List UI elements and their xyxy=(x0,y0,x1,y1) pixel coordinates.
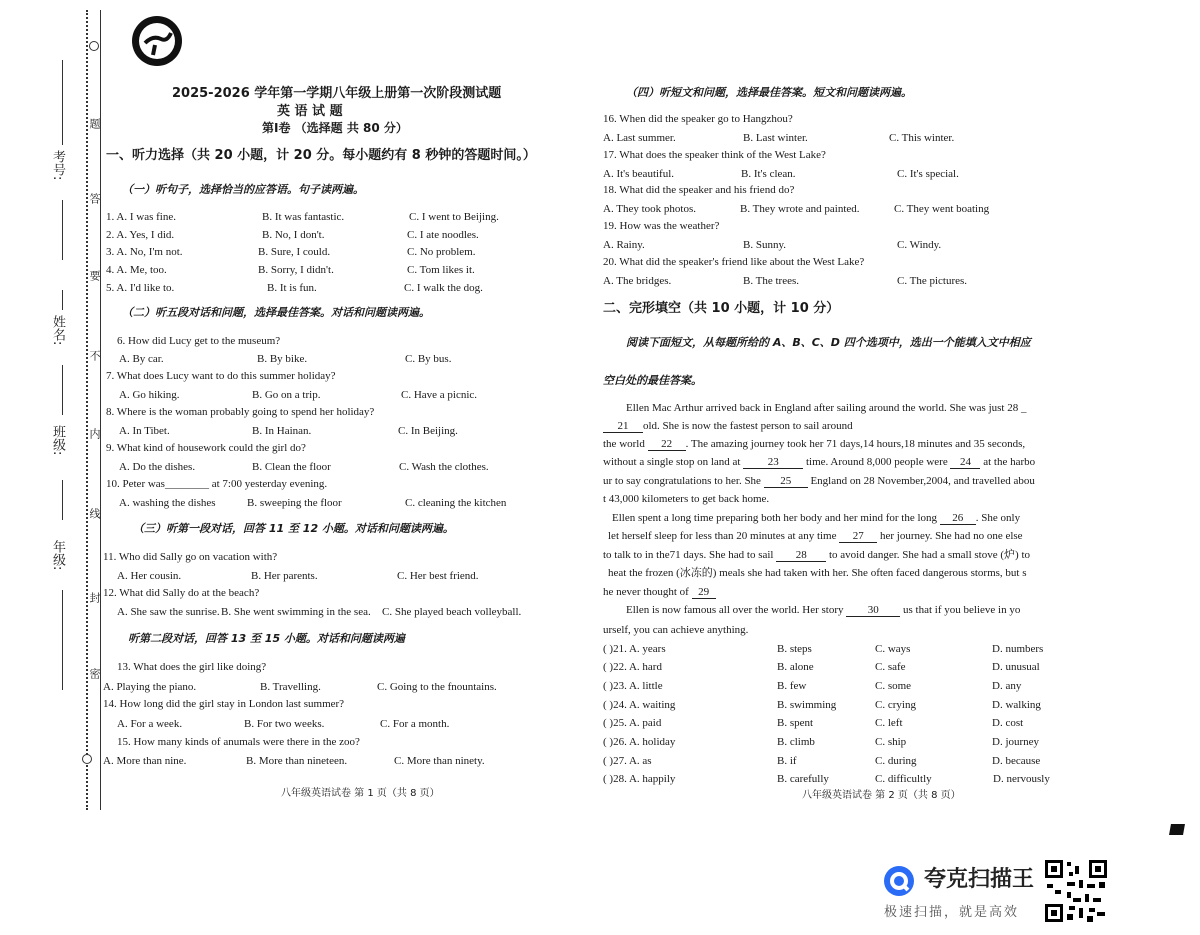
brand-logo-icon xyxy=(884,866,914,896)
xingming-line2 xyxy=(62,365,63,415)
seal-char-1: 题 xyxy=(88,118,101,129)
exam-title: 2025-2026 学年第一学期八年级上册第一次阶段测试题 xyxy=(172,86,502,101)
question-text: 20. What did the speaker's friend like about the West Lake? xyxy=(603,256,865,268)
qr-code-icon xyxy=(1043,858,1109,924)
seal-solid-line xyxy=(100,10,101,810)
section1-instruction: （一）听句子，选择恰当的应答语。句子读两遍。 xyxy=(122,183,364,196)
school-logo xyxy=(131,15,183,67)
part1-heading: 一、听力选择（共 20 小题，计 20 分。每小题约有 8 秒钟的答题时间。） xyxy=(106,148,536,163)
question-text: 13. What does the girl like doing? xyxy=(117,661,267,673)
question-text: 14. How long did the girl stay in London last summer? xyxy=(103,698,345,710)
section4-instruction: （四）听短文和问题，选择最佳答案。短文和问题读两遍。 xyxy=(626,86,912,99)
blank-25: 25 xyxy=(764,476,808,488)
section3-instruction: （三）听第一段对话，回答 11 至 12 小题。对话和问题读两遍。 xyxy=(133,522,454,535)
question-text: 10. Peter was________ at 7:00 yesterday evening. xyxy=(106,478,328,490)
section3b-instruction: 听第二段对话，回答 13 至 15 小题。对话和问题读两遍 xyxy=(128,632,405,645)
exam-volume: 第Ⅰ卷 （选择题 共 80 分） xyxy=(262,121,408,135)
xingming-label: 姓名: xyxy=(50,315,65,346)
seal-char-3: 要 xyxy=(88,270,101,281)
passage-line: 21 old. She is now the fastest person to sail around xyxy=(603,421,853,433)
passage-line: the world 22 . The amazing journey took her 71 days,14 hours,18 minutes and 35 seconds, xyxy=(603,438,1026,450)
question-text: 15. How many kinds of anumals were there in the zoo? xyxy=(117,736,360,748)
passage-line: ur to say congratulations to her. She 25 England on 28 November,2004, and travelled abou xyxy=(603,475,1035,487)
seal-circle-top xyxy=(89,41,99,51)
seal-char-4: 不 xyxy=(88,350,101,361)
nianji-label: 年级: xyxy=(50,540,65,571)
seal-char-2: 答 xyxy=(88,193,101,204)
blank-27: 27 xyxy=(839,531,877,543)
question-text: 9. What kind of housework could the girl do? xyxy=(106,442,306,454)
passage-line: Ellen Mac Arthur arrived back in England after sailing around the world. She was just 28 _ xyxy=(626,402,1027,414)
question-text: 18. What did the speaker and his friend do? xyxy=(603,184,795,196)
scan-mark xyxy=(1169,824,1185,835)
blank-21: 21 xyxy=(603,421,643,433)
passage-line: let herself sleep for less than 20 minutes at any time 27 her journey. She had no one else xyxy=(608,530,1023,542)
kaohao-line2 xyxy=(62,200,63,260)
passage-line: t 43,000 kilometers to get back home. xyxy=(603,493,770,505)
seal-dotted-line xyxy=(86,10,88,810)
xingming-line xyxy=(62,290,63,310)
question-text: 12. What did Sally do at the beach? xyxy=(103,587,260,599)
blank-29: 29 xyxy=(692,587,716,599)
passage-line: to talk to in the71 days. She had to sail 28 to avoid danger. She had a small stove (炉) to xyxy=(603,549,1030,561)
blank-24: 24 xyxy=(950,457,980,469)
banji-line xyxy=(62,480,63,520)
passage-line: Ellen spent a long time preparing both her body and her mind for the long 26 . She only xyxy=(612,512,1021,524)
blank-26: 26 xyxy=(940,513,976,525)
question-text: 17. What does the speaker think of the West Lake? xyxy=(603,149,826,161)
question-text: 16. When did the speaker go to Hangzhou? xyxy=(603,113,793,125)
question-text: 19. How was the weather? xyxy=(603,220,720,232)
brand-name: 夸克扫描王 xyxy=(924,867,1035,892)
part2-heading: 二、完形填空（共 10 小题，计 10 分） xyxy=(603,301,840,316)
seal-char-8: 密 xyxy=(88,668,101,679)
blank-30: 30 xyxy=(846,605,900,617)
passage-line: without a single stop on land at 23 time. Around 8,000 people were 24 at the harbo xyxy=(603,456,1036,468)
kaohao-line xyxy=(62,60,63,145)
page2-footer: 八年级英语试卷 第 2 页（共 8 页） xyxy=(802,790,961,801)
banji-label: 班级: xyxy=(50,425,65,456)
cloze-instruction-2: 空白处的最佳答案。 xyxy=(603,374,702,387)
brand-slogan: 极速扫描，就是高效 xyxy=(884,905,1020,920)
section2-instruction: （二）听五段对话和问题，选择最佳答案。对话和问题读两遍。 xyxy=(122,306,430,319)
seal-char-5: 内 xyxy=(88,428,101,439)
passage-line: urself, you can achieve anything. xyxy=(603,624,749,636)
passage-line: heat the frozen (冰冻的) meals she had taken with her. She often faced dangerous storms, but s xyxy=(608,567,1027,579)
question-text: 8. Where is the woman probably going to spend her holiday? xyxy=(106,406,375,418)
question-text: 7. What does Lucy want to do this summer holiday? xyxy=(106,370,336,382)
seal-circle-bottom xyxy=(82,754,92,764)
seal-char-6: 线 xyxy=(88,508,101,519)
question-text: 11. Who did Sally go on vacation with? xyxy=(103,551,278,563)
blank-22: 22 xyxy=(648,439,686,451)
question-text: 6. How did Lucy get to the museum? xyxy=(117,335,281,347)
nianji-line xyxy=(62,590,63,690)
passage-line: Ellen is now famous all over the world. Her story 30 us that if you believe in yo xyxy=(626,604,1021,616)
blank-23: 23 xyxy=(743,457,803,469)
passage-line: he never thought of 29 xyxy=(603,587,716,599)
seal-char-7: 封 xyxy=(88,592,101,603)
exam-subject: 英 语 试 题 xyxy=(277,104,343,119)
blank-28: 28 xyxy=(776,550,826,562)
kaohao-label: 考号: xyxy=(50,150,65,181)
cloze-instruction-1: 阅读下面短文，从每题所给的 A、B、C、D 四个选项中，选出一个能填入文中相应 xyxy=(626,336,1031,349)
page1-footer: 八年级英语试卷 第 1 页（共 8 页） xyxy=(281,788,440,799)
